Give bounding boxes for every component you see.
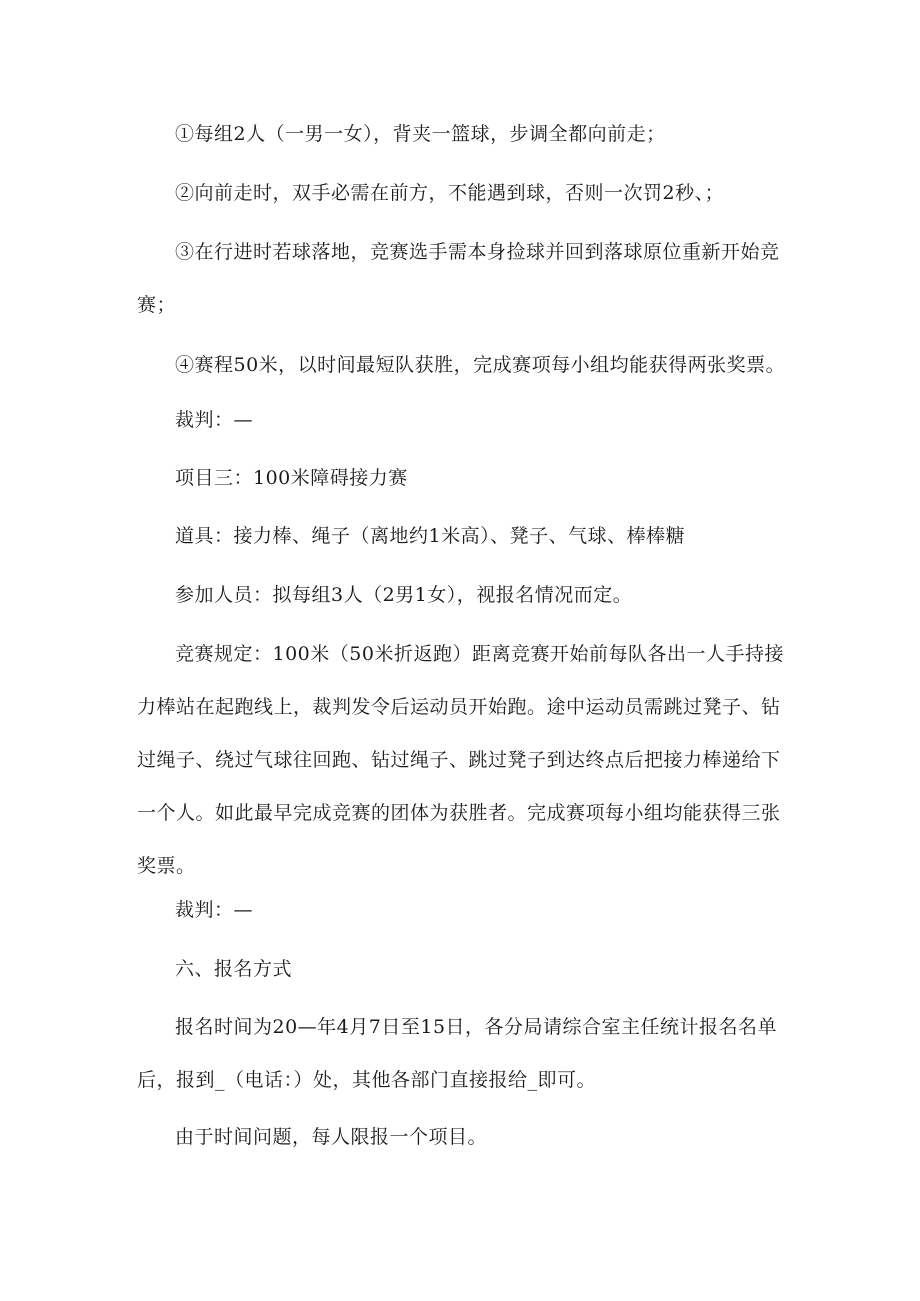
- registration-limit-paragraph: 由于时间问题，每人限报一个项目。: [175, 1126, 488, 1148]
- participants-paragraph: 参加人员：拟每组3人（2男1女），视报名情况而定。: [175, 584, 633, 606]
- rule-1-paragraph: ①每组2人（一男一女），背夹一篮球，步调全都向前走；: [175, 123, 666, 145]
- props-paragraph: 道具：接力棒、绳子（离地约1米高）、凳子、气球、棒棒糖: [175, 525, 686, 547]
- rule-4-paragraph: ④赛程50米，以时间最短队获胜，完成赛项每小组均能获得两张奖票。: [175, 354, 786, 376]
- registration-section-heading: 六、报名方式: [175, 958, 293, 980]
- referee-line-2: 裁判：—: [175, 899, 254, 921]
- rule-3-paragraph: ③在行进时若球落地，竞赛选手需本身捡球并回到落球原位重新开始竞赛；: [137, 241, 780, 316]
- competition-rules-paragraph: 竞赛规定：100米（50米折返跑）距离竞赛开始前每队各出一人手持接力棒站在起跑线上，裁判发令后运动员开始跑。途中运动员需跳过凳子、钻过绳子、绕过气球往回跑、钻过绳子、跳过凳子到达终点后把接力棒递给下一个人。如此最早完成竞赛的团体为获胜者。完成赛项每小组均能获得三张奖票。: [137, 643, 784, 877]
- registration-time-paragraph: 报名时间为20—年4月7日至15日，各分局请综合室主任统计报名名单后，报到_（电话：）处，其他各部门直接报给_即可。: [137, 1016, 778, 1091]
- rule-2-paragraph: ②向前走时，双手必需在前方，不能遇到球，否则一次罚2秒、；: [175, 182, 725, 204]
- event-three-heading: 项目三：100米障碍接力赛: [175, 467, 408, 489]
- referee-line-1: 裁判：—: [175, 409, 254, 431]
